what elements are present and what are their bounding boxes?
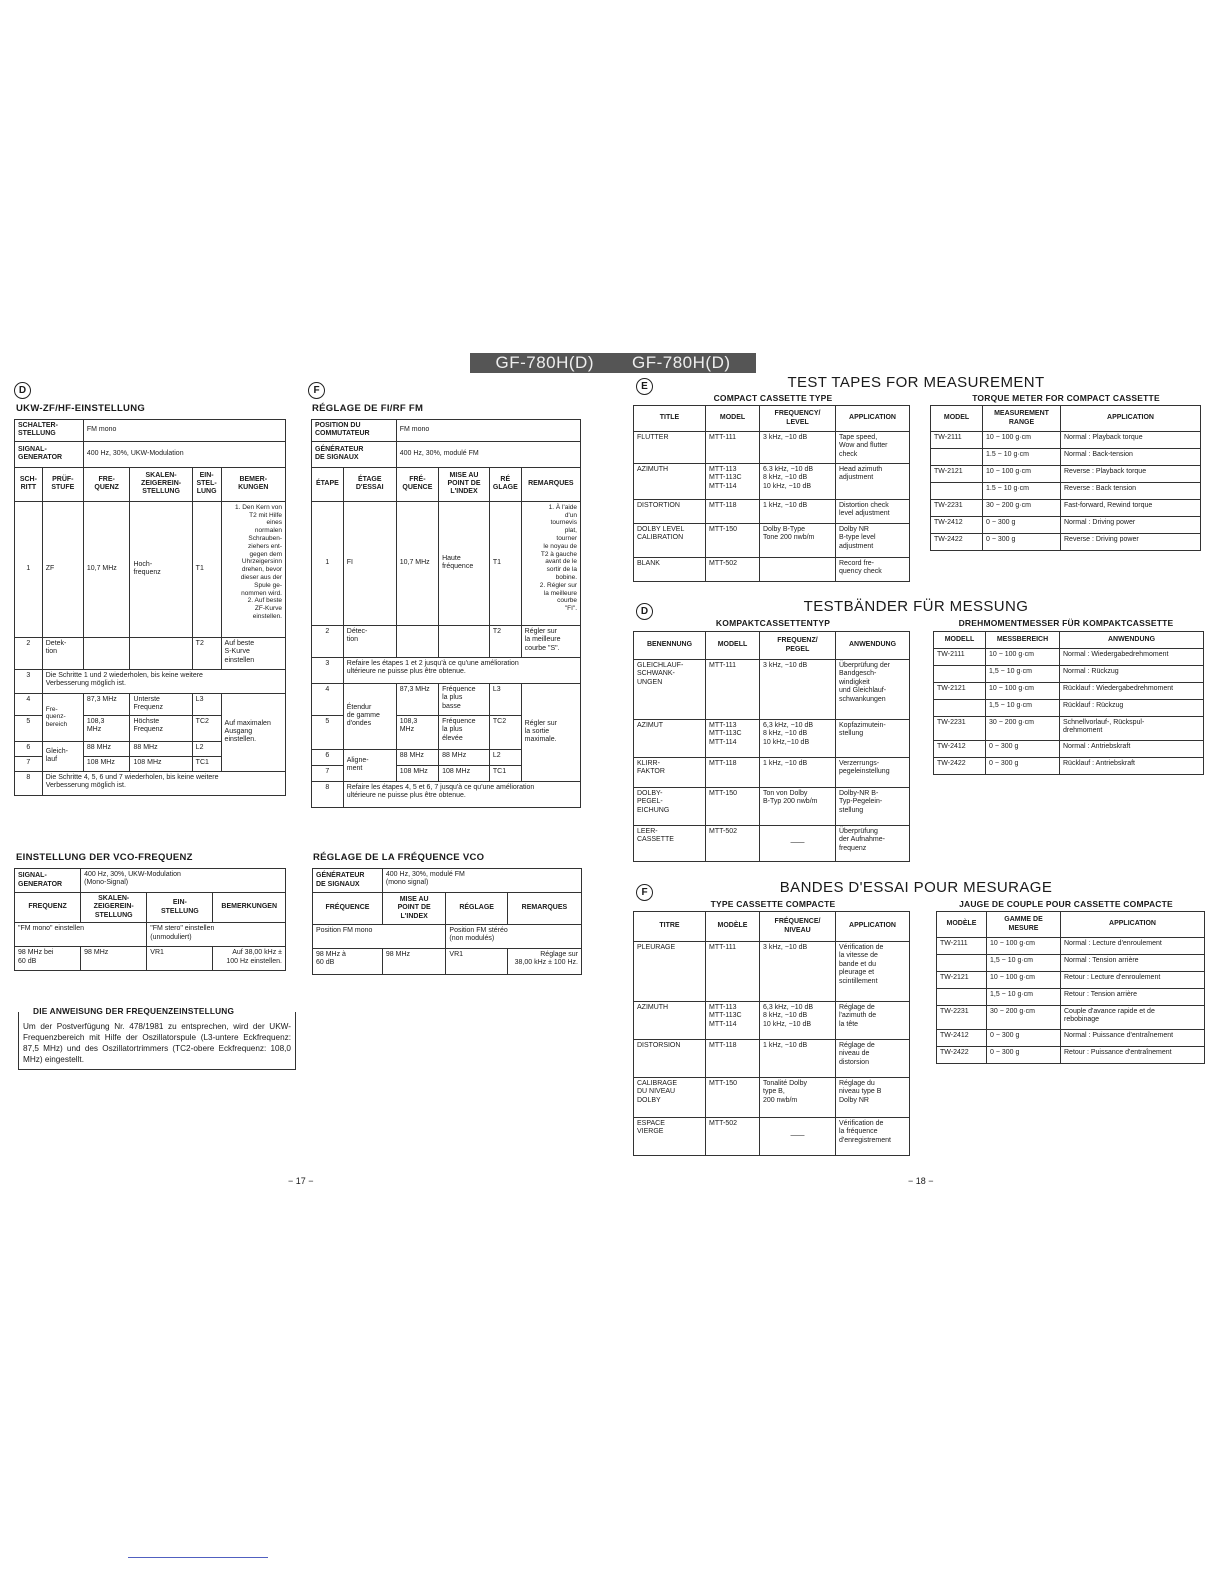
col-header: MODEL	[931, 406, 983, 432]
table-cell	[931, 449, 983, 466]
col-header: ÉTAGE D'ESSAI	[343, 467, 396, 501]
generator-value: 400 Hz, 30%, modulé FM	[396, 441, 580, 467]
fr-tapes-table	[633, 911, 910, 1156]
table-cell: 108,3 MHz	[396, 715, 438, 749]
table-cell: Normal : Driving power	[1061, 517, 1201, 534]
table-cell: 30 − 200 g·cm	[983, 500, 1061, 517]
col-header: MODÈLE	[937, 912, 987, 938]
col-header: MEASUREMENT RANGE	[983, 406, 1061, 432]
table-cell: T2	[192, 637, 221, 669]
generator-label: GÉNÉRATEUR DE SIGNAUX	[313, 869, 383, 893]
table-cell: 1.5 − 10 g·cm	[983, 449, 1061, 466]
model-banner	[470, 353, 756, 373]
table-cell: 87,3 MHz	[83, 693, 130, 715]
generator-label: SIGNAL- GENERATOR	[15, 869, 81, 893]
col-header: MODEL	[706, 406, 760, 432]
table-cell: Rücklauf : Rückzug	[1060, 700, 1204, 717]
table-cell: MTT-118	[706, 758, 760, 788]
table-cell: Gleich- lauf	[42, 741, 83, 771]
fr-title: BANDES D'ESSAI POUR MESURAGE	[779, 879, 1053, 896]
table-cell: TW-2111	[934, 649, 986, 666]
table-cell: Tonalité Dolby type B, 200 nwb/m	[760, 1078, 836, 1118]
table-cell: "FM mono" einstellen	[15, 923, 147, 947]
frequency-note-box	[18, 1012, 296, 1070]
table-cell: Normal : Rückzug	[1060, 666, 1204, 683]
table-cell: MTT-111	[706, 660, 760, 720]
generator-value: 400 Hz, 30%, modulé FM (mono signal)	[382, 869, 581, 893]
table-cell: 108 MHz	[83, 756, 130, 771]
table-cell: FLUTTER	[634, 432, 706, 464]
col-header: MESSBEREICH	[986, 632, 1060, 649]
table-cell: 1	[15, 501, 43, 637]
table-cell: TW-2422	[937, 1047, 987, 1064]
col-header: APPLICATION	[836, 406, 910, 432]
table-cell: MTT-502	[706, 826, 760, 862]
table-cell: 10,7 MHz	[396, 501, 438, 625]
col-header: REMARQUES	[521, 467, 580, 501]
table-cell: 1 kHz, −10 dB	[760, 758, 836, 788]
table-cell: Überprüfung der Bandgesch- windigkeit und Gleichlauf- schwankungen	[836, 660, 910, 720]
table-cell: Ton von Dolby B-Typ 200 nwb/m	[760, 788, 836, 826]
table-cell: TW-2412	[934, 741, 986, 758]
col-header: FRÉQUENCE/ NIVEAU	[760, 912, 836, 942]
de-tapes-table	[633, 631, 910, 862]
table-cell: Régler sur la meilleure courbe "S".	[521, 625, 580, 657]
generator-value: 400 Hz, 30%, UKW-Modulation	[83, 441, 285, 467]
col-header: EIN- STEL- LUNG	[192, 467, 221, 501]
col-header: FREQUENCY/ LEVEL	[760, 406, 836, 432]
table-cell: Schnellvorlauf-, Rückspul- drehmoment	[1060, 717, 1204, 741]
table-cell: TW-2412	[937, 1030, 987, 1047]
de-ukw-table	[14, 419, 286, 796]
table-cell: Retour : Puissance d'entraînement	[1061, 1047, 1205, 1064]
col-header: REMARQUES	[507, 893, 581, 925]
col-header: FREQUENZ	[15, 893, 81, 923]
table-cell: PLEURAGE	[634, 942, 706, 1002]
table-cell: 8	[15, 771, 43, 795]
col-header: FRE- QUENZ	[83, 467, 130, 501]
table-cell: 0 − 300 g	[986, 758, 1060, 775]
table-cell: Dolby B-Type Tone 200 nwb/m	[760, 524, 836, 558]
table-cell: Refaire les étapes 1 et 2 jusqu'à ce qu'une amélioration ultérieure ne puisse plus être obtenue.	[343, 657, 580, 683]
table-cell: 0 − 300 g	[983, 534, 1061, 551]
table-cell: L3	[489, 683, 521, 715]
table-cell: MTT-502	[706, 1118, 760, 1156]
table-cell: 10,7 MHz	[83, 501, 130, 637]
table-cell: MTT-118	[706, 500, 760, 524]
col-header: GAMME DE MESURE	[987, 912, 1061, 938]
table-cell: Reverse : Playback torque	[1061, 466, 1201, 483]
section-marker-f2: F	[636, 884, 653, 901]
table-cell: Distortion check level adjustment	[836, 500, 910, 524]
table-cell: Fre- quenz- bereich	[42, 693, 83, 741]
section-marker-d2: D	[636, 603, 653, 620]
table-cell: TW-2111	[931, 432, 983, 449]
model-label-left: GF-780H(D)	[495, 353, 594, 372]
generator-label: SIGNAL- GENERATOR	[15, 441, 84, 467]
table-cell: Réglage de l'azimuth de la tête	[836, 1002, 910, 1040]
table-cell: 6.3 kHz, −10 dB 8 kHz, −10 dB 10 kHz, −10 dB	[760, 464, 836, 500]
table-cell: Record fre- quency check	[836, 558, 910, 582]
col-header: MODELL	[706, 632, 760, 660]
table-cell: MTT-111	[706, 432, 760, 464]
table-cell: 10 − 100 g·cm	[987, 972, 1061, 989]
generator-value: 400 Hz, 30%, UKW-Modulation (Mono-Signal)	[81, 869, 286, 893]
col-header: EIN- STELLUNG	[147, 893, 213, 923]
table-cell: Rücklauf : Antriebskraft	[1060, 758, 1204, 775]
table-cell: Normal : Playback torque	[1061, 432, 1201, 449]
table-cell: TW-2111	[937, 938, 987, 955]
table-cell: 108 MHz	[130, 756, 192, 771]
table-cell: 5	[312, 715, 344, 749]
table-cell: Réglage du niveau type B Dolby NR	[836, 1078, 910, 1118]
table-cell: KLIRR- FAKTOR	[634, 758, 706, 788]
fr-sub-right: JAUGE DE COUPLE POUR CASSETTE COMPACTE	[959, 899, 1173, 909]
table-cell	[937, 989, 987, 1006]
fr-sub-left: TYPE CASSETTE COMPACTE	[710, 899, 836, 909]
table-cell: 88 MHz	[396, 749, 438, 765]
table-cell: 2	[312, 625, 344, 657]
table-cell: Retour : Lecture d'enroulement	[1061, 972, 1205, 989]
table-cell: 6,3 kHz, −10 dB 8 kHz, −10 dB 10 kHz, −10 dB	[760, 1002, 836, 1040]
table-cell: 1	[312, 501, 344, 625]
en-sub-left: COMPACT CASSETTE TYPE	[713, 393, 833, 403]
table-cell: Étendur de gamme d'ondes	[343, 683, 396, 749]
table-cell: TW-2422	[934, 758, 986, 775]
table-cell: Tape speed, Wow and flutter check	[836, 432, 910, 464]
col-header: TITLE	[634, 406, 706, 432]
switch-position-label: POSITION DU COMMUTATEUR	[312, 420, 397, 442]
col-header: APPLICATION	[836, 912, 910, 942]
table-cell: Vérification de la vitesse de bande et du pleurage et scintillement	[836, 942, 910, 1002]
table-cell: Détec- tion	[343, 625, 396, 657]
table-cell	[934, 700, 986, 717]
switch-position-label: SCHALTER- STELLUNG	[15, 420, 84, 442]
table-cell: ESPACE VIERGE	[634, 1118, 706, 1156]
table-cell: 6	[15, 741, 43, 756]
table-cell: TC2	[192, 715, 221, 741]
table-cell: TW-2121	[937, 972, 987, 989]
frequency-note-title: DIE ANWEISUNG DER FREQUENZEINSTELLUNG	[30, 1006, 237, 1016]
table-cell: 6	[312, 749, 344, 765]
table-cell: 108 MHz	[396, 765, 438, 781]
table-cell: 10 − 100 g·cm	[987, 938, 1061, 955]
table-cell: 10 − 100 g·cm	[986, 683, 1060, 700]
table-cell: VR1	[446, 949, 507, 975]
de-vco-table	[14, 868, 286, 971]
en-tapes-table	[633, 405, 910, 582]
col-header: SKALEN- ZEIGEREIN- STELLUNG	[81, 893, 147, 923]
table-cell: 1 kHz, −10 dB	[760, 1040, 836, 1078]
table-cell: 4	[312, 683, 344, 715]
table-cell: Fréquence la plus élevée	[439, 715, 490, 749]
table-cell	[760, 558, 836, 582]
model-label-right: GF-780H(D)	[632, 353, 731, 372]
col-header: RÉGLAGE	[446, 893, 507, 925]
table-cell: 98 MHz à 60 dB	[313, 949, 383, 975]
table-cell: Auf 38,00 kHz ± 100 Hz einstellen.	[213, 947, 286, 971]
table-cell: Aligne- ment	[343, 749, 396, 781]
col-header: SCH- RITT	[15, 467, 43, 501]
table-cell: 30 − 200 g·cm	[987, 1006, 1061, 1030]
table-cell: 3 kHz, −10 dB	[760, 942, 836, 1002]
table-cell: Hoch- frequenz	[130, 501, 192, 637]
de-torque-table	[933, 631, 1204, 775]
table-cell: VR1	[147, 947, 213, 971]
table-cell: TW-2422	[931, 534, 983, 551]
table-cell: 1,5 − 10 g·cm	[987, 955, 1061, 972]
table-cell: TW-2121	[934, 683, 986, 700]
table-cell: 1. À l'aide d'un tournevis plat, tourner le noyau de T2 à gauche avant de le sortir de la bobine. 2. Régler sur la meilleure courbe "FI".	[521, 501, 580, 625]
table-cell: Réglage sur 38,00 kHz ± 100 Hz.	[507, 949, 581, 975]
table-cell: 98 MHz bei 60 dB	[15, 947, 81, 971]
table-cell: AZIMUTH	[634, 464, 706, 500]
en-title: TEST TAPES FOR MEASUREMENT	[787, 374, 1045, 391]
table-cell: Überprüfung der Aufnahme- frequenz	[836, 826, 910, 862]
table-cell: Normal : Puissance d'entraînement	[1061, 1030, 1205, 1047]
switch-position-value: FM mono	[83, 420, 285, 442]
fr-reglage-table	[311, 419, 581, 808]
table-cell: Detek- tion	[42, 637, 83, 669]
table-cell: ——	[760, 1118, 836, 1156]
table-cell: 1,5 − 10 g·cm	[986, 700, 1060, 717]
fr-torque-table	[936, 911, 1205, 1064]
col-header: ANWENDUNG	[1060, 632, 1204, 649]
table-cell: 88 MHz	[130, 741, 192, 756]
table-cell: Normal : Tension arrière	[1061, 955, 1205, 972]
table-cell: 6,3 kHz, −10 dB 8 kHz, −10 dB 10 kHz,−10 dB	[760, 720, 836, 758]
fr-vco-title: RÉGLAGE DE LA FRÉQUENCE VCO	[313, 852, 485, 863]
col-header: FREQUENZ/ PEGEL	[760, 632, 836, 660]
col-header: ANWENDUNG	[836, 632, 910, 660]
col-header: FRÉQUENCE	[313, 893, 383, 925]
table-cell: 0 − 300 g	[986, 741, 1060, 758]
table-cell: Position FM mono	[313, 925, 446, 949]
table-cell: 1 kHz, −10 dB	[760, 500, 836, 524]
table-cell: GLEICHLAUF- SCHWANK- UNGEN	[634, 660, 706, 720]
col-header: MISE AU POINT DE L'INDEX	[382, 893, 446, 925]
col-header: BENENNUNG	[634, 632, 706, 660]
table-cell: Die Schritte 4, 5, 6 und 7 wiederholen, bis keine weitere Verbesserung möglich ist.	[42, 771, 285, 795]
table-cell: BLANK	[634, 558, 706, 582]
table-cell: Fast-forward, Rewind torque	[1061, 500, 1201, 517]
col-header: RÉ GLAGE	[489, 467, 521, 501]
table-cell: 0 − 300 g	[987, 1047, 1061, 1064]
table-cell: 5	[15, 715, 43, 741]
table-cell: Vérification de la fréquence d'enregistrement	[836, 1118, 910, 1156]
col-header: APPLICATION	[1061, 912, 1205, 938]
table-cell: Régler sur la sortie maximale.	[521, 683, 580, 781]
table-cell: Haute fréquence	[439, 501, 490, 625]
table-cell: 7	[312, 765, 344, 781]
table-cell: Fréquence la plus basse	[439, 683, 490, 715]
table-cell: ZF	[42, 501, 83, 637]
table-cell: 108 MHz	[439, 765, 490, 781]
fr-reglage-title: RÉGLAGE DE FI/RF FM	[312, 403, 424, 414]
page-number-left: − 17 −	[288, 1176, 314, 1186]
table-cell: Refaire les étapes 4, 5 et 6, 7 jusqu'à ce qu'une amélioration ultérieure ne puisse plus être obtenue.	[343, 781, 580, 807]
de-vco-title: EINSTELLUNG DER VCO-FREQUENZ	[16, 852, 193, 863]
col-header: FRÉ- QUENCE	[396, 467, 438, 501]
table-cell: Réglage de niveau de distorsion	[836, 1040, 910, 1078]
table-cell: Position FM stéréo (non modulés)	[446, 925, 582, 949]
table-cell: 10 − 100 g·cm	[986, 649, 1060, 666]
section-marker-e: E	[636, 378, 653, 395]
col-header: SKALEN- ZEIGEREIN- STELLUNG	[130, 467, 192, 501]
col-header: TITRE	[634, 912, 706, 942]
table-cell: Auf beste S-Kurve einstellen	[221, 637, 285, 669]
table-cell: 3 kHz, −10 dB	[760, 660, 836, 720]
de-ukw-title: UKW-ZF/HF-EINSTELLUNG	[16, 403, 146, 414]
table-cell: L3	[192, 693, 221, 715]
table-cell: DISTORTION	[634, 500, 706, 524]
table-cell: T1	[489, 501, 521, 625]
table-cell: Auf maximalen Ausgang einstellen.	[221, 693, 285, 771]
section-marker-d: D	[14, 382, 31, 399]
table-cell: Dolby-NR B- Typ-Pegelein- stellung	[836, 788, 910, 826]
col-header: PRÜF- STUFE	[42, 467, 83, 501]
table-cell: MTT-150	[706, 788, 760, 826]
table-cell: 10 − 100 g·cm	[983, 432, 1061, 449]
table-cell: 2	[15, 637, 43, 669]
table-cell: TW-2231	[934, 717, 986, 741]
table-cell	[937, 955, 987, 972]
table-cell: 10 − 100 g·cm	[983, 466, 1061, 483]
table-cell: 1,5 − 10 g·cm	[987, 989, 1061, 1006]
table-cell: DOLBY- PEGEL- EICHUNG	[634, 788, 706, 826]
en-sub-right: TORQUE METER FOR COMPACT CASSETTE	[972, 393, 1160, 403]
table-cell: MTT-113 MTT-113C MTT-114	[706, 720, 760, 758]
de-sub-right: DREHMOMENTMESSER FÜR KOMPAKTCASSETTE	[958, 618, 1174, 628]
table-cell: Head azimuth adjustment	[836, 464, 910, 500]
col-header: BEMER- KUNGEN	[221, 467, 285, 501]
table-cell: TW-2231	[937, 1006, 987, 1030]
frequency-note-body: Um der Postverfügung Nr. 478/1981 zu entsprechen, wird der UKW-Frequenzbereich mit Hilfe der Oszillatorspule (L3-untere Eckfrequenz: 87,5 MHz) und des Oszillatortrimmers (TC2-obere Eckfrequenz: 108,0 MHz) eingestellt.	[23, 1022, 291, 1065]
table-cell: "FM stero" einstellen (unmoduliert)	[147, 923, 286, 947]
table-cell: MTT-113 MTT-113C MTT-114	[706, 464, 760, 500]
table-cell: ——	[760, 826, 836, 862]
table-cell: MTT-150	[706, 1078, 760, 1118]
table-cell: 3	[312, 657, 344, 683]
table-cell: TW-2121	[931, 466, 983, 483]
col-header: MODELL	[934, 632, 986, 649]
table-cell: 0 − 300 g	[983, 517, 1061, 534]
link-underline	[128, 1557, 268, 1558]
table-cell: MTT-111	[706, 942, 760, 1002]
table-cell: L2	[192, 741, 221, 756]
generator-label: GÉNÉRATEUR DE SIGNAUX	[312, 441, 397, 467]
table-cell: TC2	[489, 715, 521, 749]
col-header: BEMERKUNGEN	[213, 893, 286, 923]
table-cell: Kopfazimutein- stellung	[836, 720, 910, 758]
table-cell: MTT-150	[706, 524, 760, 558]
table-cell: 1,5 − 10 g·cm	[986, 666, 1060, 683]
table-cell: DOLBY LEVEL CALIBRATION	[634, 524, 706, 558]
table-cell: Couple d'avance rapide et de rebobinage	[1061, 1006, 1205, 1030]
table-cell: Dolby NR B-type level adjustment	[836, 524, 910, 558]
table-cell: 87,3 MHz	[396, 683, 438, 715]
table-cell: Rücklauf : Wiedergabedrehmoment	[1060, 683, 1204, 700]
table-cell: AZIMUT	[634, 720, 706, 758]
table-cell: FI	[343, 501, 396, 625]
table-cell: AZIMUTH	[634, 1002, 706, 1040]
table-cell: Reverse : Driving power	[1061, 534, 1201, 551]
table-cell: 98 MHz	[382, 949, 446, 975]
table-cell	[931, 483, 983, 500]
table-cell: LEER- CASSETTE	[634, 826, 706, 862]
table-cell: Normal : Wiedergabedrehmoment	[1060, 649, 1204, 666]
table-cell: Normal : Lecture d'enroulement	[1061, 938, 1205, 955]
table-cell: DISTORSION	[634, 1040, 706, 1078]
table-cell: 3 kHz, −10 dB	[760, 432, 836, 464]
table-cell: T2	[489, 625, 521, 657]
col-header: APPLICATION	[1061, 406, 1201, 432]
table-cell: Retour : Tension arrière	[1061, 989, 1205, 1006]
table-cell: 88 MHz	[439, 749, 490, 765]
table-cell: T1	[192, 501, 221, 637]
col-header: MISE AU POINT DE L'INDEX	[439, 467, 490, 501]
table-cell: Reverse : Back tension	[1061, 483, 1201, 500]
table-cell: 3	[15, 669, 43, 693]
table-cell	[934, 666, 986, 683]
table-cell: MTT-113 MTT-113C MTT-114	[706, 1002, 760, 1040]
table-cell: Höchste Frequenz	[130, 715, 192, 741]
en-torque-table	[930, 405, 1201, 551]
table-cell: 4	[15, 693, 43, 715]
table-cell: Verzerrungs- pegeleinstellung	[836, 758, 910, 788]
table-cell: 1.5 − 10 g·cm	[983, 483, 1061, 500]
table-cell: 88 MHz	[83, 741, 130, 756]
section-marker-f: F	[308, 382, 325, 399]
table-cell: MTT-118	[706, 1040, 760, 1078]
table-cell: TC1	[192, 756, 221, 771]
page-number-right: − 18 −	[908, 1176, 934, 1186]
table-cell: CALIBRAGE DU NIVEAU DOLBY	[634, 1078, 706, 1118]
table-cell: 7	[15, 756, 43, 771]
fr-vco-table	[312, 868, 582, 975]
table-cell: 30 − 200 g·cm	[986, 717, 1060, 741]
table-cell: 98 MHz	[81, 947, 147, 971]
table-cell: 1. Den Kern von T2 mit Hilfe eines normalen Schrauben- ziehers ent- gegen dem Uhrzeigersinn drehen, bevor dieser aus der Spule ge- nommen wird. 2. Auf beste ZF-Kurve einstellen.	[221, 501, 285, 637]
table-cell: 108,3 MHz	[83, 715, 130, 741]
table-cell: 8	[312, 781, 344, 807]
col-header: ÉTAPE	[312, 467, 344, 501]
de-title: TESTBÄNDER FÜR MESSUNG	[803, 598, 1029, 615]
table-cell: L2	[489, 749, 521, 765]
de-sub-left: KOMPAKTCASSETTENTYP	[715, 618, 831, 628]
table-cell: TC1	[489, 765, 521, 781]
col-header: MODÈLE	[706, 912, 760, 942]
table-cell: TW-2231	[931, 500, 983, 517]
table-cell: Die Schritte 1 und 2 wiederholen, bis keine weitere Verbesserung möglich ist.	[42, 669, 285, 693]
switch-position-value: FM mono	[396, 420, 580, 442]
table-cell: Normal : Back-tension	[1061, 449, 1201, 466]
table-cell: Normal : Antriebskraft	[1060, 741, 1204, 758]
table-cell: 0 − 300 g	[987, 1030, 1061, 1047]
table-cell: TW-2412	[931, 517, 983, 534]
table-cell: MTT-502	[706, 558, 760, 582]
table-cell: Unterste Frequenz	[130, 693, 192, 715]
